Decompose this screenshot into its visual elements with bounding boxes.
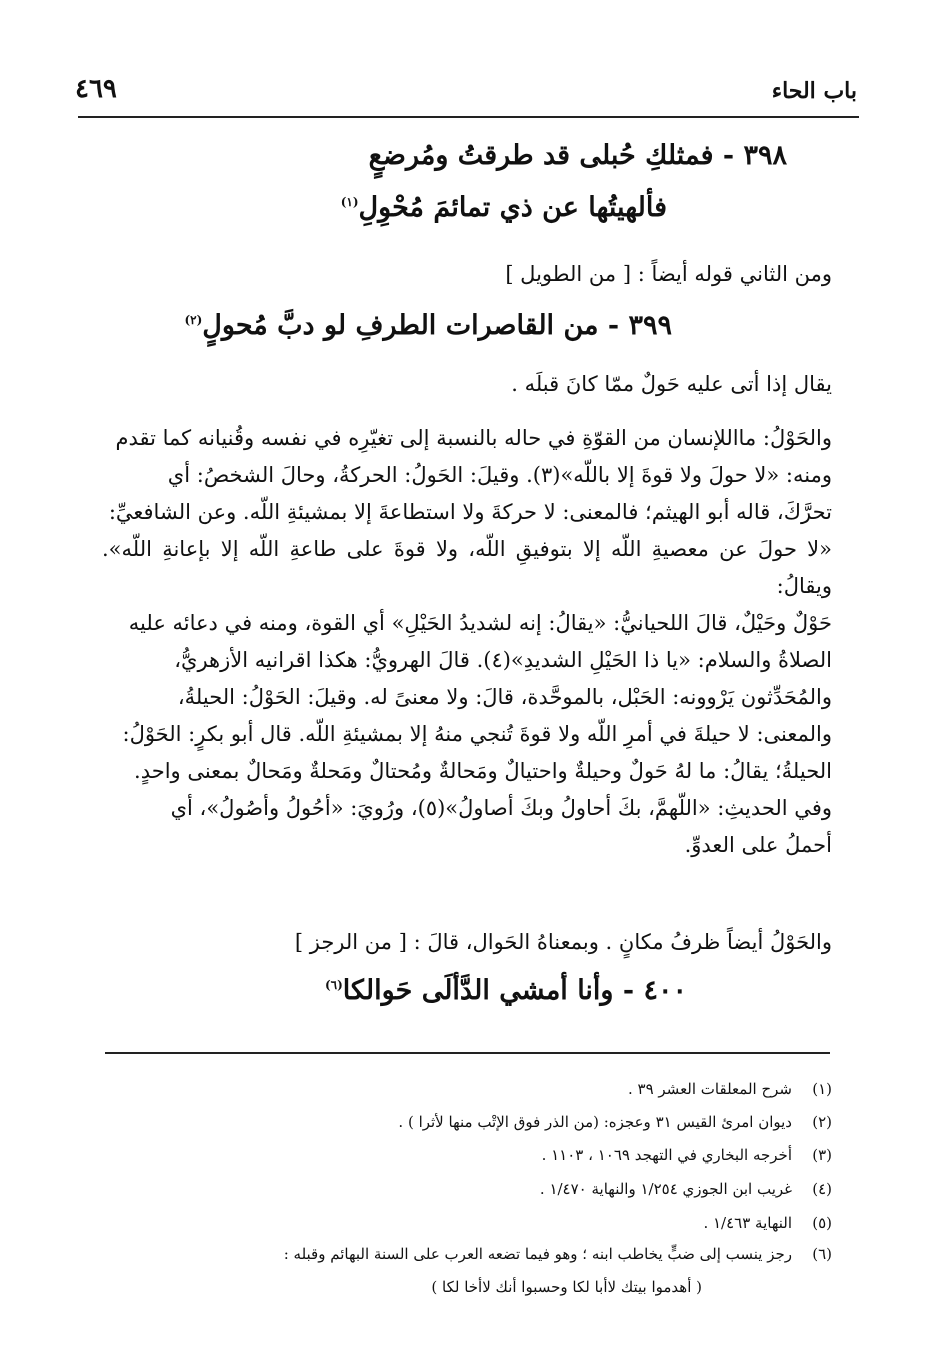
footnote-item: (٦)رجز ينسب إلى ضبٍّ يخاطب ابنه ؛ وهو فيما تضعه العرب على السنة البهائم وقبله : xyxy=(283,1245,832,1263)
footnote-verse: ( أهدموا بيتك لاأبا لكا وحسبوا أنك لاأخا لكا ) xyxy=(431,1278,702,1296)
verse-400: ٤٠٠ - وأنا أمشي الدَّألَى حَوالكا$^{(٦)}$ xyxy=(324,975,687,1006)
paragraph-line: والمُحَدِّثون يَرْوونه: الحَبْل، بالموحَّدة، قالَ: ولا معنىً له. وقيلَ: الحَوْلُ: الحيلةُ، xyxy=(177,685,832,709)
paragraph-line: أحملُ على العدوِّ. xyxy=(684,833,832,857)
intro-399: ومن الثاني قوله أيضاً : [ من الطويل ] xyxy=(505,262,832,286)
paragraph-line: «لا حولَ عن معصيةِ اللّه إلا بتوفيقِ اللّه، ولا قوةَ على طاعةِ اللّه إلا بإعانةِ اللّه». ويقالُ: xyxy=(102,537,832,598)
paragraph-line: الصلاةُ والسلام: «يا ذا الحَيْلِ الشديدِ»(٤). قالَ الهرويُّ: هكذا اقرانيه الأزهريُّ، xyxy=(174,648,832,672)
paragraph-line: والمعنى: لا حيلةَ في أمرِ اللّه ولا قوةَ تُنجي منهُ إلا بمشيئةِ اللّه. قال أبو بكرٍ: الحَوْلُ: xyxy=(122,722,832,746)
after-399: يقال إذا أتى عليه حَولٌ ممّا كانَ قبلَه . xyxy=(511,372,832,396)
paragraph-line: وفي الحديثِ: «اللّهمَّ، بكَ أحاولُ وبكَ أصاولُ»(٥)، ورُويَ: «أحُولُ وأصُولُ»، أي xyxy=(170,796,832,820)
page-number: ٤٦٩ xyxy=(75,74,117,104)
paragraph-line: ومنه: «لا حولَ ولا قوةَ إلا باللّه»(٣). وقيلَ: الحَولُ: الحركةُ، وحالَ الشخصُ: أي xyxy=(167,463,832,487)
footnote-ref-6: (٦) xyxy=(324,978,343,992)
verse-399: ٣٩٩ - من القاصرات الطرفِ لو دبَّ مُحولٍ$^{(٢)}$ xyxy=(184,310,672,341)
paragraph-line: تحرَّكَ، قاله أبو الهيثم؛ فالمعنى: لا حركةَ ولا استطاعةَ إلا بمشيئةِ اللّه. وعن الشافعيِّ: xyxy=(108,500,832,524)
intro-400: والحَوْلُ أيضاً ظرفُ مكانٍ . وبمعناهُ الحَوال، قالَ : [ من الرجز ] xyxy=(294,930,832,954)
footnote-item: (٤)غريب ابن الجوزي ١/٢٥٤ والنهاية ١/٤٧٠ . xyxy=(539,1180,832,1198)
footnote-item: (٢)ديوان امرئ القيس ٣١ وعجزه: (من الذر فوق الإتْب منها لأثرا ) . xyxy=(398,1113,832,1131)
footnote-ref-1: (١) xyxy=(340,195,359,209)
footnote-item: (٥)النهاية ١/٤٦٣ . xyxy=(703,1214,832,1232)
footnote-ref-2: (٢) xyxy=(184,313,203,327)
footnote-rule xyxy=(105,1052,830,1054)
header-rule xyxy=(78,116,859,118)
footnote-item: (١)شرح المعلقات العشر ٣٩ . xyxy=(627,1080,832,1098)
footnote-item: (٣)أخرجه البخاري في التهجد ١٠٦٩ ، ١١٠٣ . xyxy=(541,1146,832,1164)
paragraph-line: والحَوْلُ: مااللإنسان من القوّةِ في حاله بالنسبة إلى تغيّرِه في نفسه وقُنيانه كما تقدم xyxy=(115,426,832,450)
verse-398-second-hemistich: فألهيتُها عن ذي تمائمَ مُحْوِلِ$^{(١)}$ xyxy=(340,192,667,223)
paragraph-line: حَوْلٌ وحَيْلٌ، قالَ اللحيانيُّ: «يقالُ: إنه لشديدُ الحَيْلِ» أي القوة، ومنه في دعائه عليه xyxy=(128,611,832,635)
paragraph-line: الحيلةُ؛ يقالُ: ما لهُ حَولٌ وحيلةٌ واحتيالٌ ومَحالةٌ ومُحتالٌ ومَحلةٌ ومَحالٌ بمعنى واحدٍ. xyxy=(134,759,832,783)
verse-398-first-hemistich: ٣٩٨ - فمثلكِ حُبلى قد طرقتُ ومُرضعٍ xyxy=(368,140,787,171)
main-paragraph xyxy=(102,420,832,864)
chapter-title: باب الحاء xyxy=(771,78,857,104)
